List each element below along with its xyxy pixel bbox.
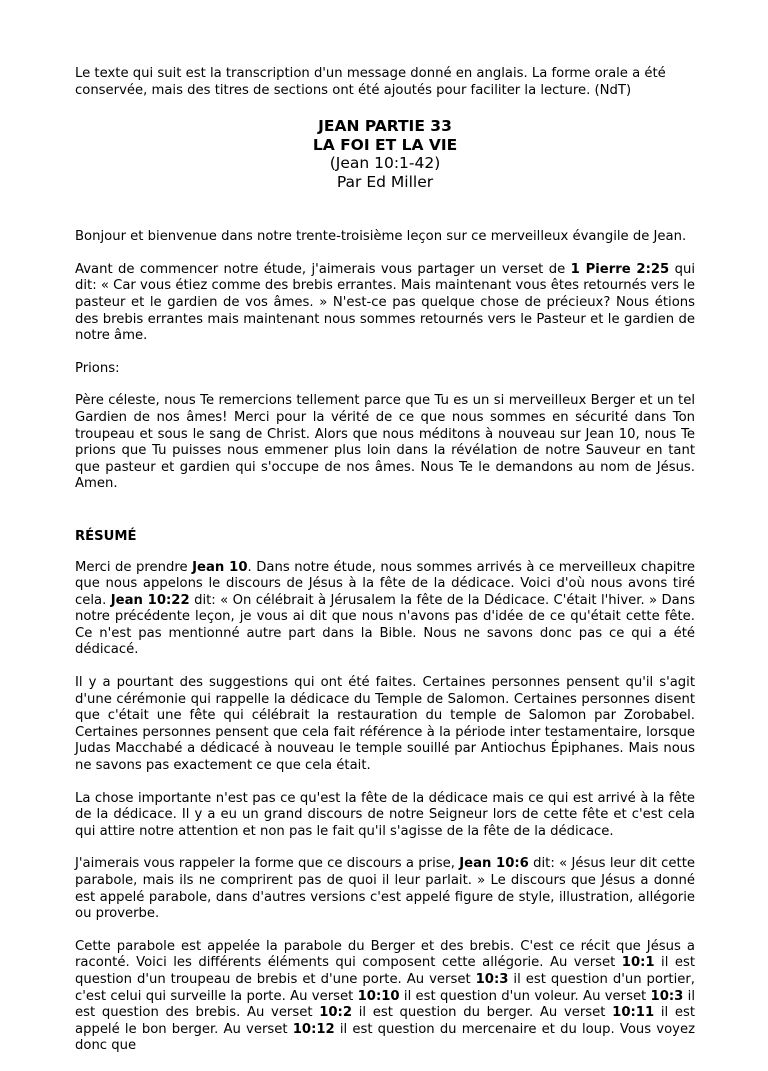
text: il est question d'un portier, c'est celui qui surveille la porte. Au verset [75, 971, 695, 1004]
text: Avant de commencer notre étude, j'aimerais vous partager un verset de [75, 261, 571, 277]
bible-reference: Jean 10 [192, 559, 248, 575]
text: Cette parabole est appelée la parabole du Berger et des brebis. C'est ce récit que Jésus a raconté. Voici les différents éléments qui composent cette allégorie. Au verset [75, 938, 695, 971]
verse-reference: 10:12 [292, 1021, 335, 1037]
paragraph-resume-4 [75, 856, 695, 922]
document-page [75, 66, 695, 1071]
text: . Dans notre étude, nous sommes arrivés à ce merveilleux chapitre que nous appelons le discours de Jésus à la fête de la dédicace. Voici d'où nous avons tiré cela. [75, 559, 695, 608]
paragraph-resume-1 [75, 560, 695, 660]
paragraph-resume-2: Il y a pourtant des suggestions qui ont été faites. Certaines personnes pensent qu'il s'agit d'une cérémonie qui rappelle la dédicace du Temple de Salomon. Certaines personnes disent que c'était une fête qui célébrait la restauration du temple de Salomon par Zorobabel. Certaines personnes pensent que cela fait référence à la période inter testamentaire, lorsque Judas Macchabé a dédicacé à nouveau le temple souillé par Antiochus Épiphanes. Mais nous ne savons pas exactement ce que cela était. [75, 675, 695, 774]
paragraph-resume-3: La chose importante n'est pas ce qu'est la fête de la dédicace mais ce qui est arrivé à la fête de la dédicace. Il y a eu un grand discours de notre Seigneur lors de cette fête et c'est cela qui attire notre attention et non pas le fait qu'il s'agisse de la fête de la dédicace. [75, 790, 695, 839]
text: il est question du mercenaire et du loup. Vous voyez donc que [75, 1021, 696, 1054]
paragraph-resume-5 [75, 939, 695, 1055]
bible-reference: 1 Pierre 2:25 [570, 261, 670, 277]
verse-reference: 10:3 [650, 988, 684, 1004]
text: il est question du berger. Au verset [352, 1005, 613, 1021]
paragraph-prayer: Père céleste, nous Te remercions tellement parce que Tu es un si merveilleux Berger et un tel Gardien de nos âmes! Merci pour la vérité de ce que nous sommes en sécurité dans Ton troupeau et sous le sang de Christ. Alors que nous méditons à nouveau sur Jean 10, nous Te prions que Tu puisses nous emmener plus loin dans la révélation de notre Sauveur en tant que pasteur et gardien qui s'occupe de nos âmes. Nous Te le demandons au nom de Jésus. Amen. [75, 393, 695, 492]
text: qui dit: « Car vous étiez comme des brebis errantes. Mais maintenant vous êtes retournés vers le pasteur et le gardien de vos âmes. » N'est-ce pas quelque chose de précieux? Nous étions des brebis errantes mais maintenant nous sommes retournés vers le Pasteur et le gardien de notre âme. [75, 261, 696, 344]
verse-reference: 10:3 [475, 971, 509, 987]
text: il est appelé le bon berger. Au verset [75, 1005, 695, 1037]
verse-reference: 10:10 [357, 988, 400, 1004]
translator-note: Le texte qui suit est la transcription d'un message donné en anglais. La forme orale a été conservée, mais des titres de sections ont été ajoutés pour faciliter la lecture. (NdT) [75, 66, 666, 98]
text: dit: « On célébrait à Jérusalem la fête de la Dédicace. C'était l'hiver. » Dans notre précédente leçon, je vous ai dit que nous n'avons pas d'idée de ce qu'était cette fête. Ce n'est pas mentionné autre part dans la Bible. Nous ne savons donc pas ce qui a été dédicacé. [75, 592, 695, 658]
title-line-1: JEAN PARTIE 33 [318, 117, 452, 136]
title-author: Par Ed Miller [336, 172, 434, 191]
section-heading-resume: RÉSUMÉ [75, 528, 137, 544]
paragraph-prions: Prions: [75, 360, 120, 376]
text: il est question d'un voleur. Au verset [399, 988, 651, 1004]
text: Merci de prendre [75, 559, 193, 575]
paragraph-verse [75, 262, 695, 345]
text: il est question des brebis. Au verset [75, 988, 695, 1021]
title-block [75, 117, 695, 191]
title-line-2: LA FOI ET LA VIE [312, 135, 458, 154]
paragraph-welcome: Bonjour et bienvenue dans notre trente-troisième leçon sur ce merveilleux évangile de Jean. [75, 229, 687, 245]
bible-reference: Jean 10:22 [110, 592, 190, 608]
title-reference: (Jean 10:1-42) [329, 154, 441, 173]
verse-reference: 10:11 [612, 1005, 655, 1021]
bible-reference: Jean 10:6 [459, 856, 529, 872]
verse-reference: 10:1 [621, 955, 655, 971]
text: dit: « Jésus leur dit cette parabole, mais ils ne comprirent pas de quoi il leur parlait. » Le discours que Jésus a donné est appelé parabole, dans d'autres versions c'est appelé figure de style, illustration, allégorie ou proverbe. [75, 856, 695, 922]
text: il est question d'un troupeau de brebis et d'une porte. Au verset [75, 955, 695, 987]
verse-reference: 10:2 [319, 1005, 353, 1021]
text: J'aimerais vous rappeler la forme que ce discours a prise, [75, 856, 460, 872]
